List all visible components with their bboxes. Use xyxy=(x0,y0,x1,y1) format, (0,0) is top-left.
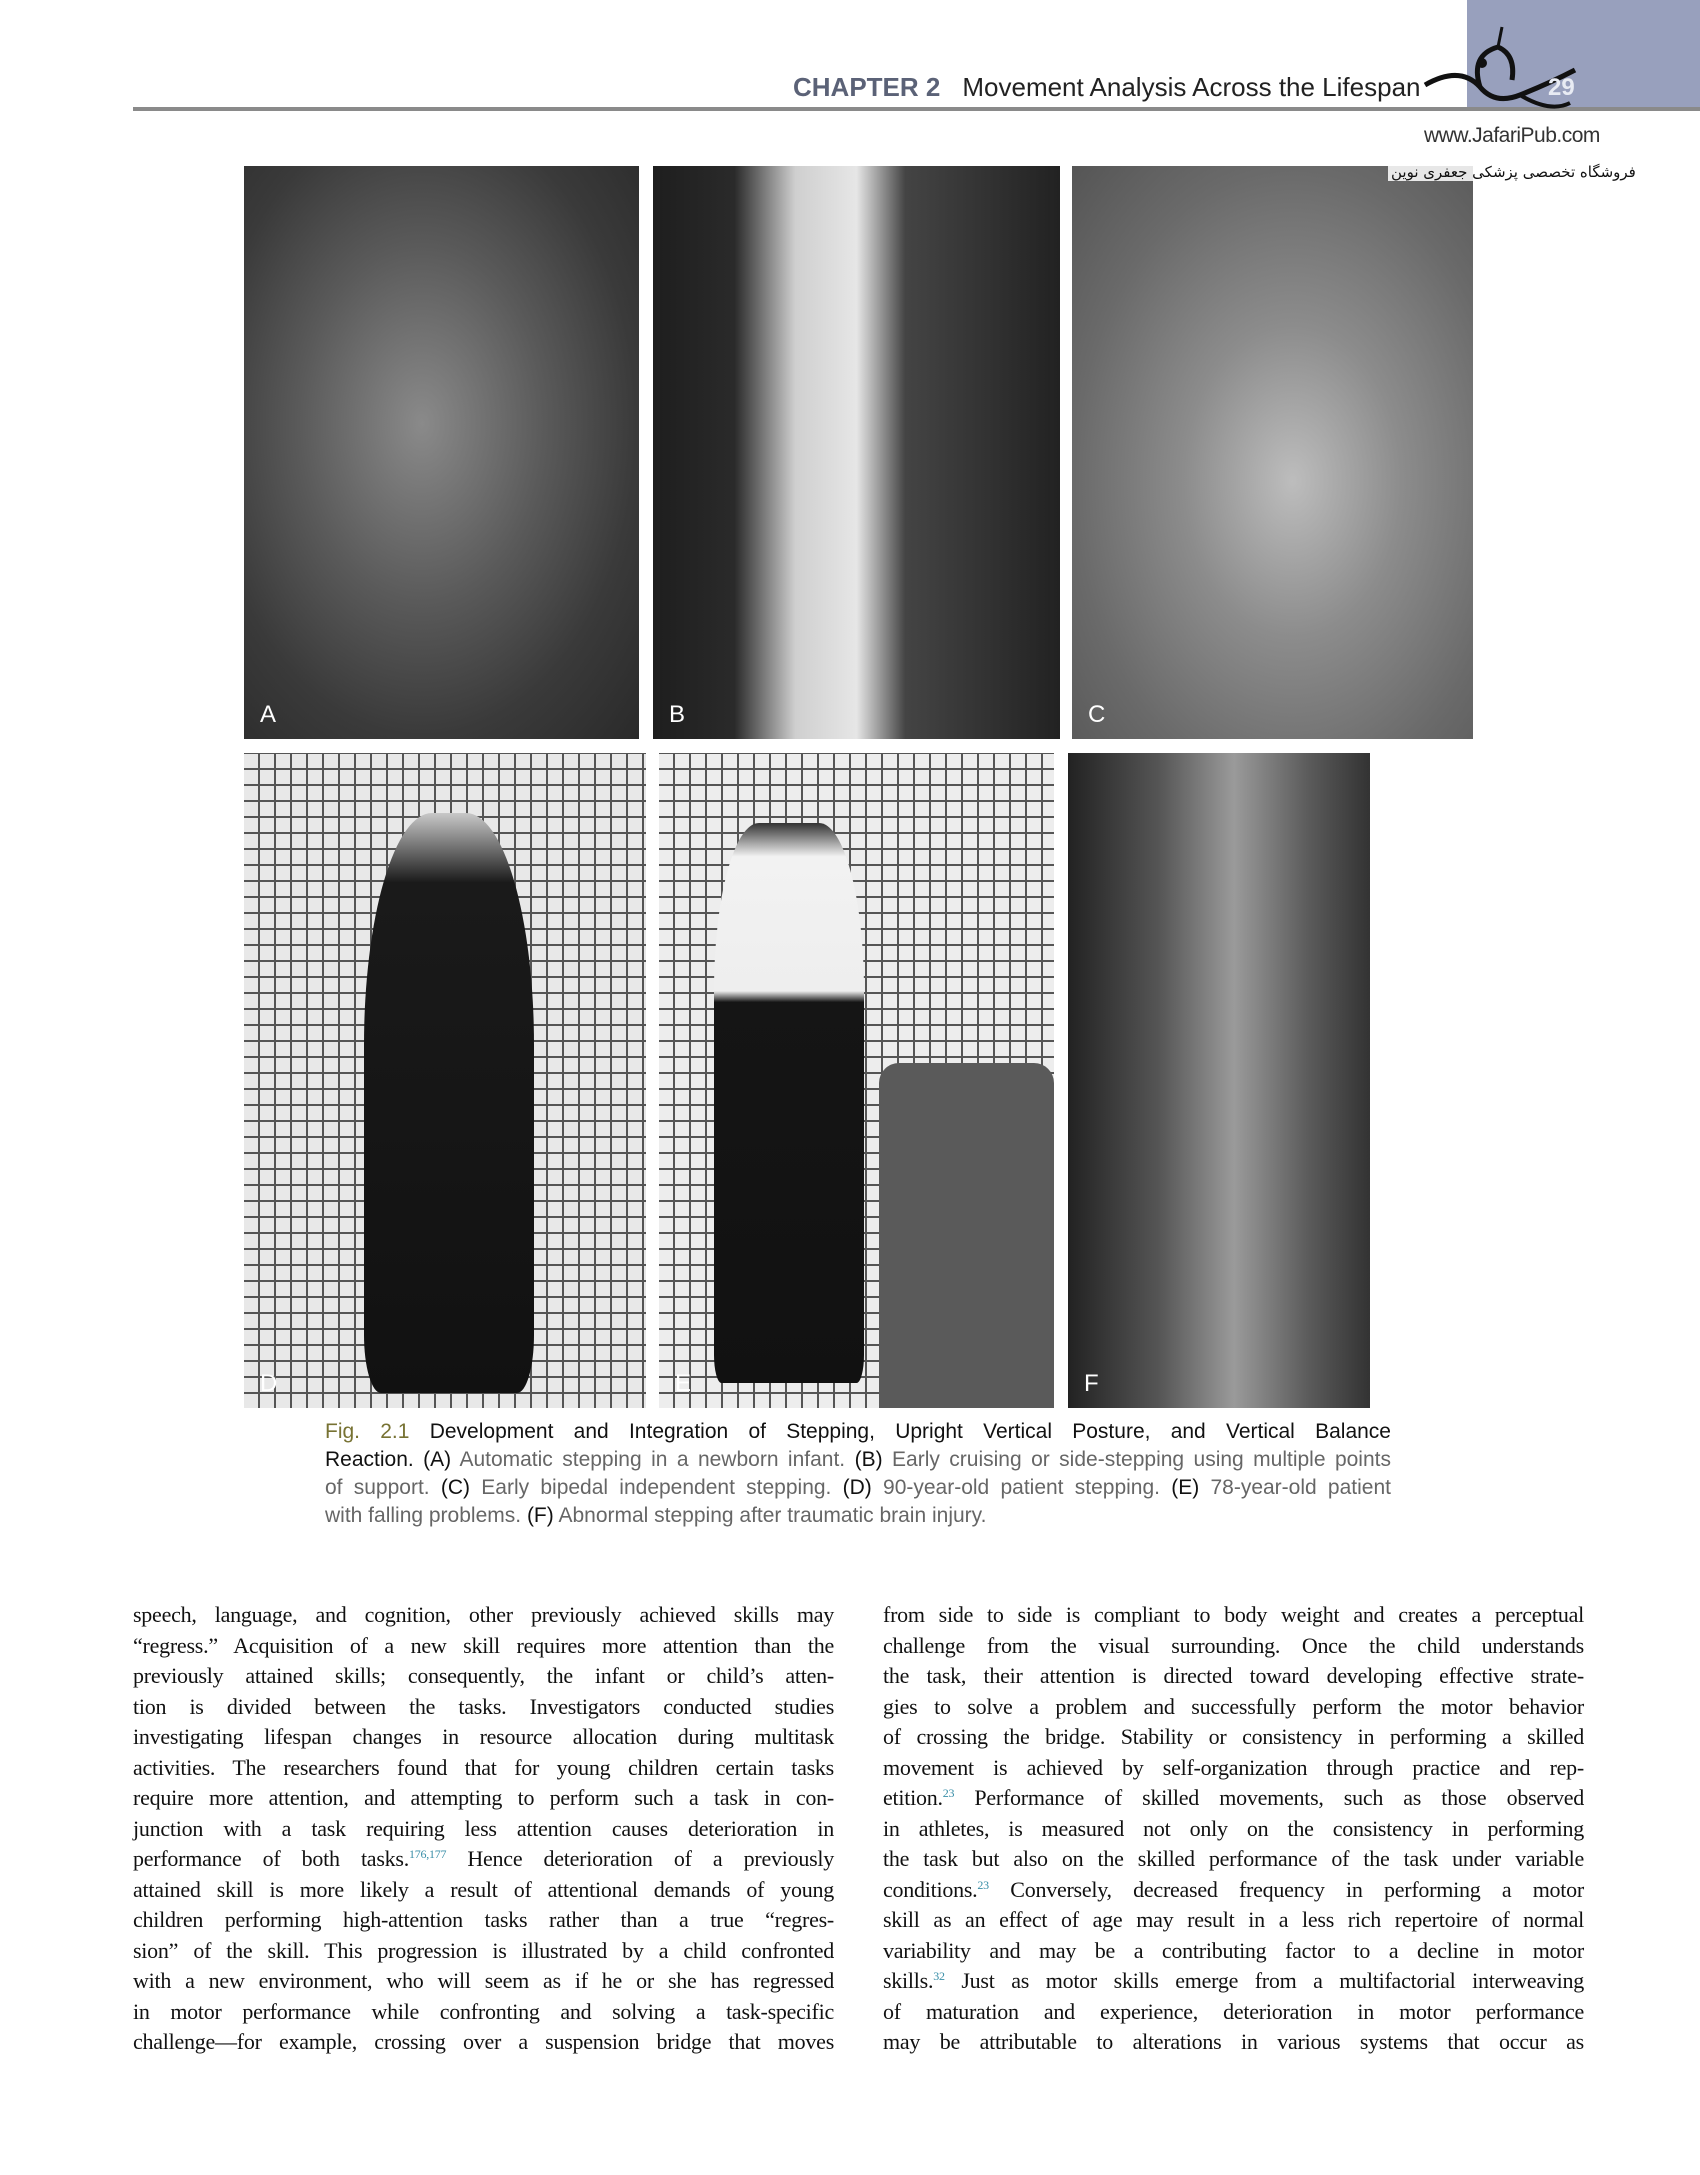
body-line xyxy=(883,1875,1584,1906)
citation-link[interactable]: 32 xyxy=(933,1969,945,1983)
caption-line xyxy=(325,1418,1391,1446)
line-text: investigating lifespan changes in resource allocation during multitask xyxy=(133,1724,834,1749)
line-text: in athletes, is measured not only on the consistency in performing xyxy=(883,1815,1584,1841)
body-line xyxy=(883,1661,1584,1692)
body-column-right xyxy=(883,1600,1584,2058)
line-text: challenge—for example, crossing over a suspension bridge that moves xyxy=(133,2029,834,2054)
line-text: activities. The researchers found that for young children certain tasks xyxy=(133,1754,834,1780)
photo-panel-c xyxy=(1072,166,1473,739)
body-line xyxy=(883,1783,1584,1814)
line-text: of maturation and experience, deterioration in motor performance xyxy=(883,1998,1584,2024)
citation-link[interactable]: 23 xyxy=(942,1786,955,1800)
body-line xyxy=(133,1783,834,1814)
photo-panel-d xyxy=(244,753,646,1408)
body-line xyxy=(883,2027,1584,2058)
body-line xyxy=(133,1722,834,1753)
body-line xyxy=(883,1814,1584,1845)
panel-label: B xyxy=(669,701,686,728)
line-text: tion is divided between the tasks. Investigators conducted studies xyxy=(133,1693,834,1719)
watermark-store: فروشگاه تخصصی پزشکی جعفری نوین xyxy=(1388,163,1639,181)
panel-label: A xyxy=(260,701,277,728)
page-number: 29 xyxy=(1548,74,1575,101)
citation-link[interactable]: 23 xyxy=(977,1877,989,1892)
line-text: skill as an effect of age may result in a less rich repertoire of normal xyxy=(883,1907,1584,1932)
body-line xyxy=(133,1936,834,1967)
line-text: Just as motor skills emerge from a multifactorial interweaving xyxy=(944,1968,1584,1993)
panel-label: D xyxy=(260,1370,278,1397)
line-text: speech, language, and cognition, other previously achieved skills may xyxy=(133,1602,834,1627)
line-text: the task but also on the skilled performance of the task under variable xyxy=(883,1846,1584,1871)
line-text: sion” of the skill. This progression is illustrated by a child confronted xyxy=(133,1937,834,1963)
body-line xyxy=(133,2027,834,2058)
panel-label: F xyxy=(1084,1370,1099,1397)
caption-title: Reaction. xyxy=(325,1448,414,1471)
running-header xyxy=(793,72,1420,103)
body-line xyxy=(133,1814,834,1845)
caption-key: (D) xyxy=(842,1476,872,1499)
body-line xyxy=(133,1997,834,2028)
person-silhouette xyxy=(714,823,864,1383)
caption-line xyxy=(325,1474,1391,1502)
caption-key: (C) xyxy=(440,1476,471,1499)
figure-label: Fig. 2.1 xyxy=(325,1420,410,1443)
photo-panel-f xyxy=(1068,753,1370,1408)
body-line xyxy=(133,1875,834,1906)
body-line xyxy=(883,1722,1584,1753)
line-text: Conversely, decreased frequency in performing a motor xyxy=(988,1876,1584,1902)
body-line xyxy=(133,1905,834,1936)
panel-label: C xyxy=(1088,701,1106,728)
photo-panel-a xyxy=(244,166,639,739)
line-text: previously attained skills; consequently, the infant or child’s atten- xyxy=(133,1663,834,1688)
caption-text: of support. xyxy=(325,1476,430,1499)
body-line xyxy=(883,1905,1584,1936)
line-text: of crossing the bridge. Stability or consistency in performing a skilled xyxy=(883,1724,1584,1749)
caption-title: Development and Integration of Stepping, Upright Vertical Posture, and Vertical Balance xyxy=(429,1420,1391,1443)
photo-panel-e xyxy=(659,753,1054,1408)
body-line xyxy=(133,1966,834,1997)
line-text: challenge from the visual surrounding. Once the child understands xyxy=(883,1632,1584,1658)
body-line xyxy=(883,1997,1584,2028)
body-line xyxy=(133,1753,834,1784)
body-line xyxy=(883,1600,1584,1631)
body-line xyxy=(883,1936,1584,1967)
line-text: skills. xyxy=(883,1968,934,1993)
body-line xyxy=(133,1600,834,1631)
caption-key: (A) xyxy=(423,1448,452,1471)
body-line xyxy=(133,1661,834,1692)
body-line xyxy=(133,1692,834,1723)
body-line xyxy=(883,1844,1584,1875)
caption-line xyxy=(325,1502,1391,1530)
line-text: the task, their attention is directed toward developing effective strate- xyxy=(883,1663,1584,1688)
caption-text: Abnormal stepping after traumatic brain injury. xyxy=(558,1504,987,1527)
body-line xyxy=(133,1631,834,1662)
line-text: Performance of skilled movements, such as those observed xyxy=(954,1785,1584,1810)
figure-caption xyxy=(325,1418,1391,1530)
caption-key: (E) xyxy=(1171,1476,1200,1499)
line-text: “regress.” Acquisition of a new skill requires more attention than the xyxy=(133,1632,834,1658)
line-text: may be attributable to alterations in various systems that occur as xyxy=(883,2029,1584,2054)
line-text: movement is achieved by self-organization through practice and rep- xyxy=(883,1754,1584,1780)
line-text: with a new environment, who will seem as if he or she has regressed xyxy=(133,1968,834,1993)
caption-text: Early cruising or side-stepping using multiple points xyxy=(892,1448,1391,1471)
caption-text: with falling problems. xyxy=(325,1504,522,1527)
photo-panel-b xyxy=(653,166,1060,739)
line-text: require more attention, and attempting to perform such a task in con- xyxy=(133,1785,834,1810)
line-text: attained skill is more likely a result of attentional demands of young xyxy=(133,1876,834,1902)
line-text: Hence deterioration of a previously xyxy=(446,1846,835,1871)
body-line xyxy=(883,1692,1584,1723)
caption-key: (B) xyxy=(854,1448,883,1471)
chair xyxy=(879,1063,1054,1408)
line-text: variability and may be a contributing factor to a decline in motor xyxy=(883,1937,1584,1963)
line-text: children performing high-attention tasks rather than a true “regres- xyxy=(133,1907,834,1932)
watermark-site: www.JafariPub.com xyxy=(1424,124,1600,147)
caption-key: (F) xyxy=(526,1504,554,1527)
caption-text: 90-year-old patient stepping. xyxy=(883,1476,1160,1499)
panel-label: E xyxy=(675,1370,692,1397)
citation-link[interactable]: 176,177 xyxy=(408,1847,447,1861)
caption-text: 78-year-old patient xyxy=(1210,1476,1391,1499)
caption-text: Early bipedal independent stepping. xyxy=(481,1476,832,1499)
line-text: in motor performance while confronting and solving a task-specific xyxy=(133,1998,834,2024)
chapter-title: Movement Analysis Across the Lifespan xyxy=(962,72,1421,102)
caption-line xyxy=(325,1446,1391,1474)
line-text: junction with a task requiring less attention causes deterioration in xyxy=(133,1815,834,1841)
body-line xyxy=(133,1844,834,1875)
caption-text: Automatic stepping in a newborn infant. xyxy=(459,1448,846,1471)
line-text: conditions. xyxy=(883,1876,978,1902)
body-line xyxy=(883,1753,1584,1784)
person-silhouette xyxy=(364,813,534,1393)
line-text: performance of both tasks. xyxy=(133,1846,409,1871)
chapter-number: CHAPTER 2 xyxy=(793,72,941,102)
line-text: etition. xyxy=(883,1785,943,1810)
line-text: gies to solve a problem and successfully perform the motor behavior xyxy=(883,1693,1584,1719)
body-column-left xyxy=(133,1600,834,2058)
body-line xyxy=(883,1966,1584,1997)
body-line xyxy=(883,1631,1584,1662)
line-text: from side to side is compliant to body weight and creates a perceptual xyxy=(883,1602,1584,1627)
